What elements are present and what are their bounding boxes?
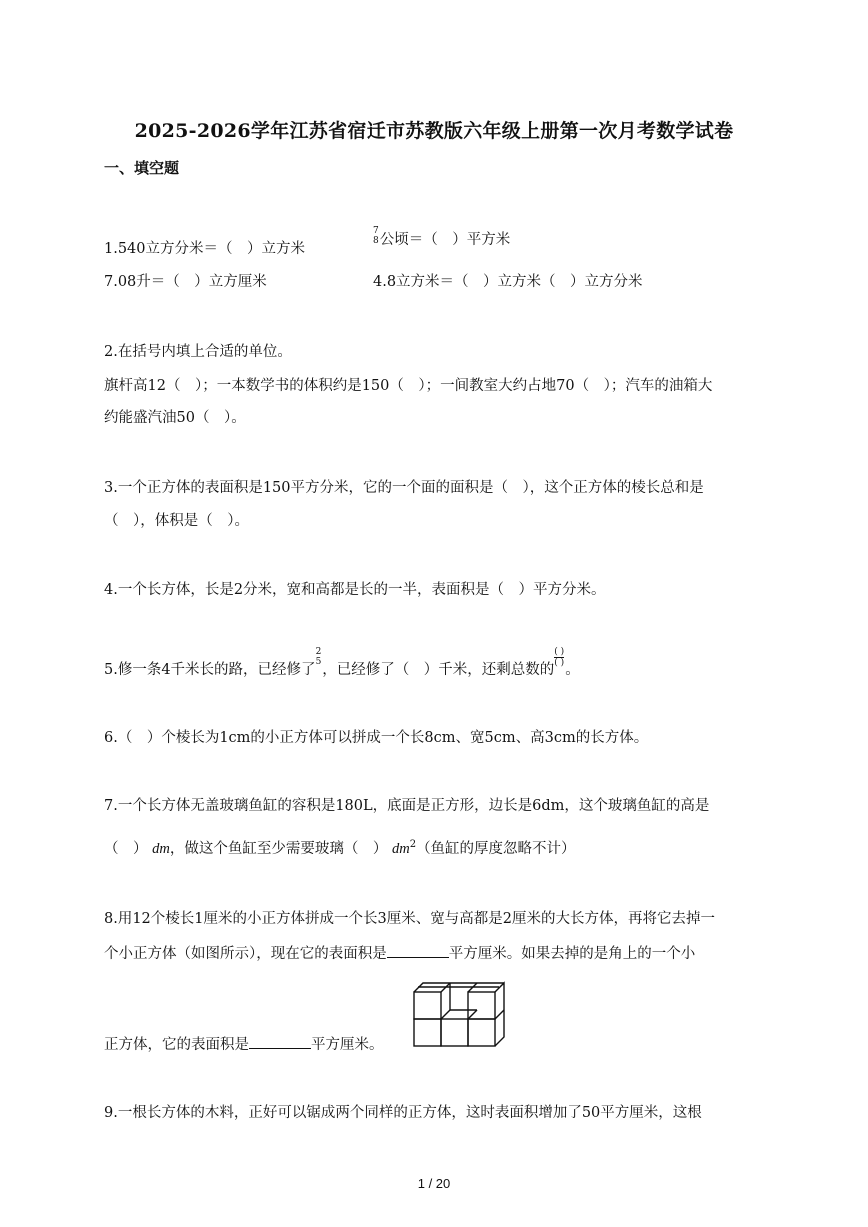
q5-frac-num: 2 <box>315 647 322 657</box>
q1-frac-den: 8 <box>373 236 379 246</box>
q2-line2: 旗杆高12（ ）；一本数学书的体积约是150（ ）；一间教室大约占地70（ ）；汽车的油箱大 <box>104 378 713 394</box>
q3-line2: （ ），体积是（ ）。 <box>104 513 249 529</box>
q5-fraction <box>316 647 322 667</box>
q8-line2-rest: 平方厘米。如果去掉的是角上的一个小 <box>448 946 696 962</box>
q5-blank-fraction <box>554 647 564 668</box>
q8-answer-blank-2 <box>249 1034 311 1049</box>
q1-frac-num: 7 <box>373 226 379 236</box>
q7-blank1: （ ） <box>104 841 148 857</box>
q7-superscript: 2 <box>409 839 417 851</box>
q5-frac-den: 5 <box>315 657 322 667</box>
q1-item-b <box>373 224 510 246</box>
q7-unit-dm: dm <box>152 841 170 857</box>
q5-part2: ，已经修了（ ）千米，还剩总数的 <box>322 662 555 678</box>
q5-part3: 。 <box>565 662 580 678</box>
q8-answer-blank-1 <box>387 943 449 958</box>
q8-line3-rest: 平方厘米。 <box>311 1037 384 1053</box>
q9-line1: 9.一根长方体的木料，正好可以锯成两个同样的正方体，这时表面积增加了50平方厘米，这根 <box>104 1105 702 1121</box>
q5-part1: 5.修一条4千米长的路，已经修了 <box>104 662 316 678</box>
q1-item-b-text: 公顷＝（ ）平方米 <box>379 232 511 248</box>
q8-line2-text: 个小正方体（如图所示），现在它的表面积是 <box>104 946 387 962</box>
q2-prompt: 2.在括号内填上合适的单位。 <box>104 344 292 360</box>
page-number: 1 / 20 <box>417 1176 451 1191</box>
q8-line3-text: 正方体，它的表面积是 <box>104 1037 249 1053</box>
q4-line1: 4.一个长方体，长是2分米，宽和高都是长的一半，表面积是（ ）平方分米。 <box>104 582 606 598</box>
q8-line1: 8.用12个棱长1厘米的小正方体拼成一个长3厘米、宽与高都是2厘米的大长方体，再将它去掉一 <box>104 911 715 927</box>
page-title: 2025-2026学年江苏省宿迁市苏教版六年级上册第一次月考数学试卷 <box>134 120 734 142</box>
section-heading: 一、填空题 <box>104 159 180 177</box>
q5-blank-num: ( ) <box>554 646 565 657</box>
q1-item-d: 4.8立方米＝（ ）立方米（ ）立方分米 <box>373 274 643 290</box>
q8-line3 <box>104 1033 384 1054</box>
q1-item-c: 7.08升＝（ ）立方厘米 <box>104 274 267 290</box>
q7-note: （鱼缸的厚度忽略不计） <box>416 841 576 857</box>
q5-blank-den: ( ) <box>554 657 565 668</box>
q6-line1: 6.（ ）个棱长为1cm的小正方体可以拼成一个长8cm、宽5cm、高3cm的长方体。 <box>104 730 649 746</box>
q1-fraction <box>373 226 379 246</box>
q7-text: ，做这个鱼缸至少需要玻璃（ ） <box>169 841 388 857</box>
q7-line1: 7.一个长方体无盖玻璃鱼缸的容积是180L，底面是正方形，边长是6dm，这个玻璃鱼缸的高是 <box>104 798 710 814</box>
q1-item-a: 1.540立方分米＝（ ）立方米 <box>104 241 306 257</box>
q5-line <box>104 645 580 678</box>
q8-line2 <box>104 942 695 963</box>
q7-line2 <box>104 837 576 858</box>
q2-line3: 约能盛汽油50（ ）。 <box>104 410 246 426</box>
q7-unit-dm2: dm <box>391 841 410 857</box>
cuboid-figure <box>408 975 508 1055</box>
q3-line1: 3.一个正方体的表面积是150平方分米，它的一个面的面积是（ ），这个正方体的棱长总和是 <box>104 480 704 496</box>
